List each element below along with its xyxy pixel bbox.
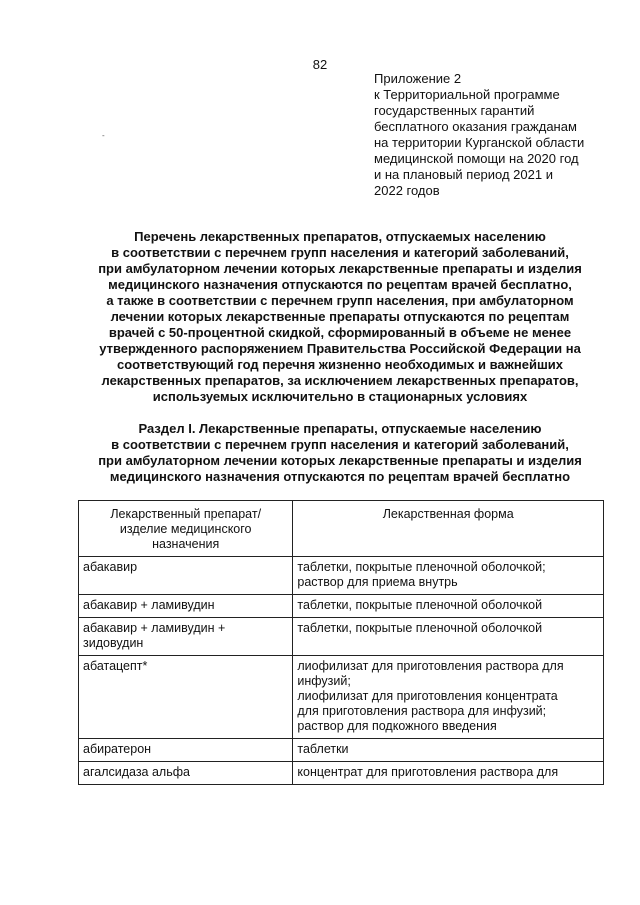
form-cell [293,656,604,739]
section-line: в соответствии с перечнем групп населения и категорий заболеваний, [111,437,569,452]
form-cell [293,557,604,595]
drug-cell [79,739,293,762]
title-line: при амбулаторном лечении которых лекарственные препараты и изделия [98,261,582,276]
table-header-row [79,501,604,557]
form-text: лиофилизат для приготовления раствора для [297,659,564,673]
section-line: при амбулаторном лечении которых лекарственные препараты и изделия [98,453,582,468]
drug-name: зидовудин [83,636,144,650]
header-form [293,501,604,557]
drug-name: абакавир + ламивудин + [83,621,226,635]
title-line: в соответствии с перечнем групп населения и категорий заболеваний, [111,245,569,260]
drug-cell [79,557,293,595]
form-cell [293,762,604,785]
table-row [79,618,604,656]
appendix-line: 2022 годов [374,183,440,198]
title-line: соответствующий год перечня жизненно необходимых и важнейших [116,357,563,372]
form-text: инфузий; [297,674,351,688]
drug-name: абакавир + ламивудин [83,598,215,612]
form-text: таблетки, покрытые пленочной оболочкой [297,598,543,612]
title-line: Перечень лекарственных препаратов, отпускаемых населению [134,229,546,244]
title-line: лекарственных препаратов, за исключением лекарственных препаратов, [101,373,579,388]
appendix-line: Приложение 2 [374,71,462,86]
title-line: используемых исключительно в стационарных условиях [152,389,528,404]
section-line: Раздел I. Лекарственные препараты, отпускаемые населению [138,421,542,436]
form-cell [293,739,604,762]
table-row [79,595,604,618]
form-text: таблетки [297,742,349,756]
title-line: медицинского назначения отпускаются по рецептам врачей бесплатно, [108,277,572,292]
header-text: Лекарственная форма [382,507,514,521]
drug-cell [79,656,293,739]
drug-cell [79,762,293,785]
form-text: лиофилизат для приготовления концентрата [297,689,558,703]
form-text: для приготовления раствора для инфузий; [297,704,547,718]
appendix-line: на территории Курганской области [374,135,585,150]
table-row [79,656,604,739]
header-text: Лекарственный препарат/ [110,507,262,521]
form-text: раствор для подкожного введения [297,719,497,733]
table-row [79,739,604,762]
title-line: врачей с 50-процентной скидкой, сформированный в объеме не менее [108,325,572,340]
appendix-line: государственных гарантий [374,103,535,118]
document-title [60,229,620,405]
table-row [79,557,604,595]
drug-name: абакавир [83,560,138,574]
appendix-header [374,71,614,199]
drug-cell [79,595,293,618]
section-title [60,421,620,485]
drug-name: абиратерон [83,742,152,756]
form-cell [293,618,604,656]
title-line: лечении которых лекарственные препараты отпускаются по рецептам [110,309,570,324]
title-line: а также в соответствии с перечнем групп населения, при амбулаторном [106,293,574,308]
title-line: утвержденного распоряжением Правительства Российской Федерации на [99,341,581,356]
form-text: раствор для приема внутрь [297,575,458,589]
drug-name: абатацепт* [83,659,148,673]
table-row [79,762,604,785]
drug-cell [79,618,293,656]
appendix-line: бесплатного оказания гражданам [374,119,577,134]
form-text: таблетки, покрытые пленочной оболочкой; [297,560,546,574]
appendix-line: и на плановый период 2021 и [374,167,553,182]
drug-name: агалсидаза альфа [83,765,190,779]
header-text: назначения [152,537,220,551]
appendix-line: медицинской помощи на 2020 год [374,151,579,166]
header-text: изделие медицинского [119,522,252,536]
drug-table [78,500,604,785]
margin-mark: - [102,131,105,140]
form-text: таблетки, покрытые пленочной оболочкой [297,621,543,635]
form-text: концентрат для приготовления раствора для [297,765,559,779]
page-number: 82 [312,57,328,72]
form-cell [293,595,604,618]
section-line: медицинского назначения отпускаются по рецептам врачей бесплатно [109,469,571,484]
header-drug [79,501,293,557]
appendix-line: к Территориальной программе [374,87,560,102]
